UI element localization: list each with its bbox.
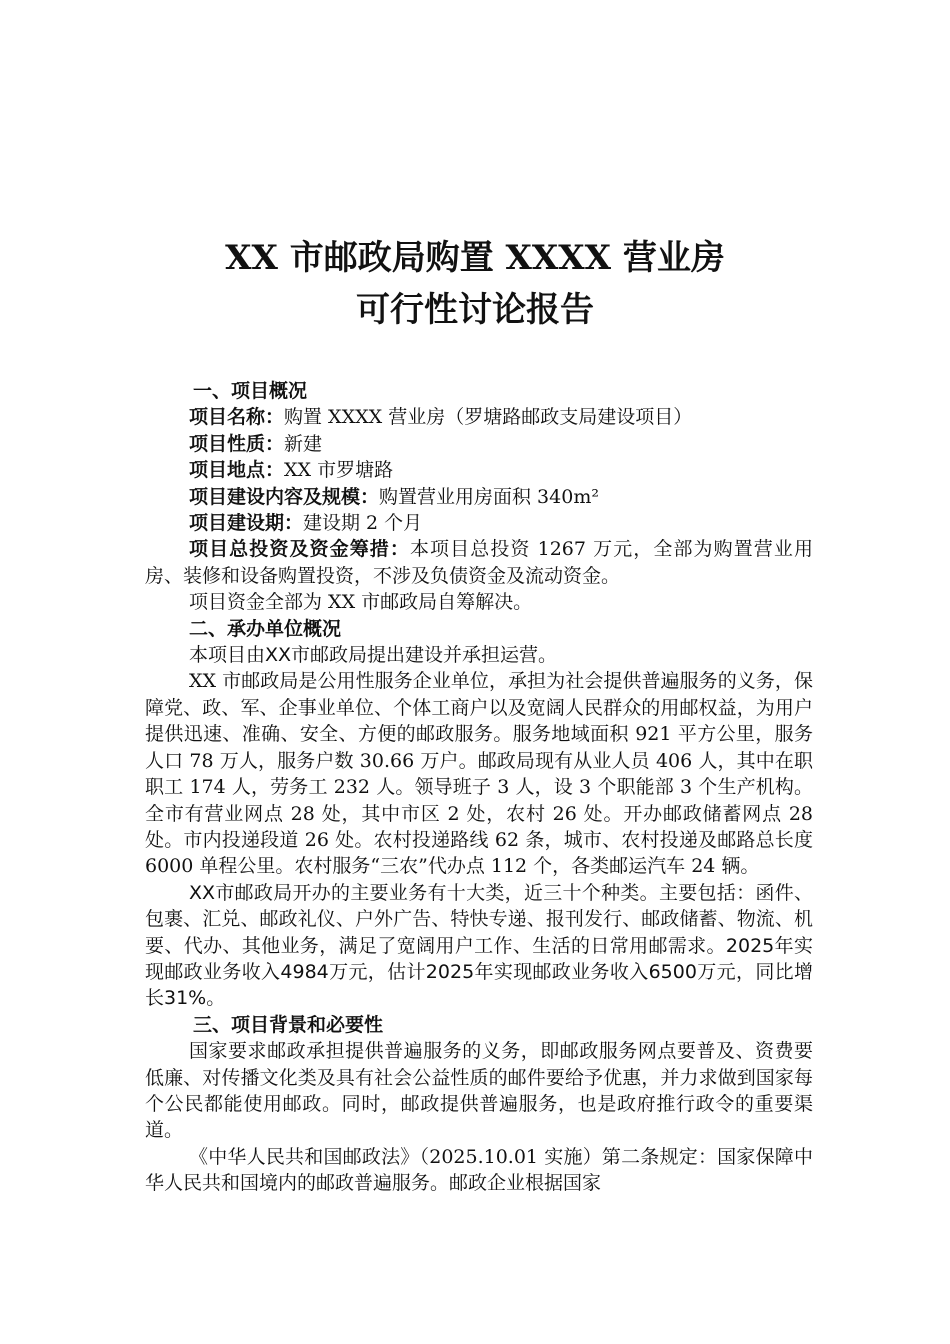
field-investment	[145, 536, 813, 589]
field-value: XX 市罗塘路	[284, 459, 394, 482]
field-label: 项目地点：	[189, 459, 285, 482]
field-label: 项目性质：	[189, 432, 285, 455]
field-label: 项目建设期：	[189, 512, 304, 535]
document-body	[145, 378, 813, 1197]
title-line-2: 可行性讨论报告	[356, 290, 594, 330]
field-project-scope	[145, 484, 813, 510]
document-title	[0, 232, 950, 336]
field-project-location	[145, 457, 813, 483]
field-value: 建设期 2 个月	[303, 512, 423, 535]
paragraph-business-scope: XX市邮政局开办的主要业务有十大类，近三十个种类。主要包括：函件、包裹、汇兑、邮政礼仪、户外广告、特快专递、报刊发行、邮政储蓄、物流、机要、代办、其他业务，满足了宽阔用户工作、生活的日常用邮需求。2025年实现邮政业务收入4984万元，估计2025年实现邮政业务收入6500万元，同比增长31%。	[145, 881, 813, 1010]
section-heading-overview: 一、项目概况	[193, 380, 308, 402]
field-value: 新建	[284, 432, 323, 455]
field-project-period	[145, 510, 813, 536]
field-label: 项目总投资及资金筹措：	[189, 538, 410, 561]
field-project-nature	[145, 431, 813, 457]
paragraph-organizer-intro: 本项目由XX市邮政局提出建设并承担运营。	[189, 644, 558, 667]
field-value: 本项目总投资 1267 万元，全部为购置营业用房、装修和设备购置投资，不涉及负债资金及流动资金。	[145, 538, 813, 587]
field-label: 项目建设内容及规模：	[189, 485, 380, 508]
title-line-1: XX 市邮政局购置 XXXX 营业房	[225, 238, 725, 278]
field-value: 购置营业用房面积 340m²	[379, 485, 599, 508]
section-heading-background: 三、项目背景和必要性	[193, 1013, 384, 1036]
paragraph-postal-law: 《中华人民共和国邮政法》（2025.10.01 实施）第二条规定：国家保障中华人民共和国境内的邮政普遍服务。邮政企业根据国家	[145, 1145, 813, 1195]
paragraph-organizer-profile: XX 市邮政局是公用性服务企业单位，承担为社会提供普遍服务的义务，保障党、政、军、企事业单位、个体工商户以及宽阔人民群众的用邮权益，为用户提供迅速、准确、安全、方便的邮政服务。服务地域面积 921 平方公里，服务人口 78 万人，服务户数 30.66 万户。邮政局现有从业人员 406 人，其中在职职工 174 人，劳务工 232 人。领导班子 3 人，设 3 个职能部 3 个生产机构。全市有营业网点 28 处，其中市区 2 处，农村 26 处。开办邮政储蓄网点 28 处。市内投递段道 26 处。农村投递路线 62 条，城市、农村投递及邮路总长度 6000 单程公里。农村服务“三农”代办点 112 个，各类邮运汽车 24 辆。	[145, 670, 813, 878]
field-value: 购置 XXXX 营业房（罗塘路邮政支局建设项目）	[284, 406, 693, 429]
paragraph-funding: 项目资金全部为 XX 市邮政局自筹解决。	[189, 591, 533, 614]
section-heading-organizer: 二、承办单位概况	[189, 617, 342, 640]
paragraph-background: 国家要求邮政承担提供普遍服务的义务，即邮政服务网点要普及、资费要低廉、对传播文化类及具有社会公益性质的邮件要给予优惠，并力求做到国家每个公民都能使用邮政。同时，邮政提供普遍服务，也是政府推行政令的重要渠道。	[145, 1040, 813, 1142]
field-project-name	[145, 404, 813, 430]
field-label: 项目名称：	[189, 406, 285, 429]
